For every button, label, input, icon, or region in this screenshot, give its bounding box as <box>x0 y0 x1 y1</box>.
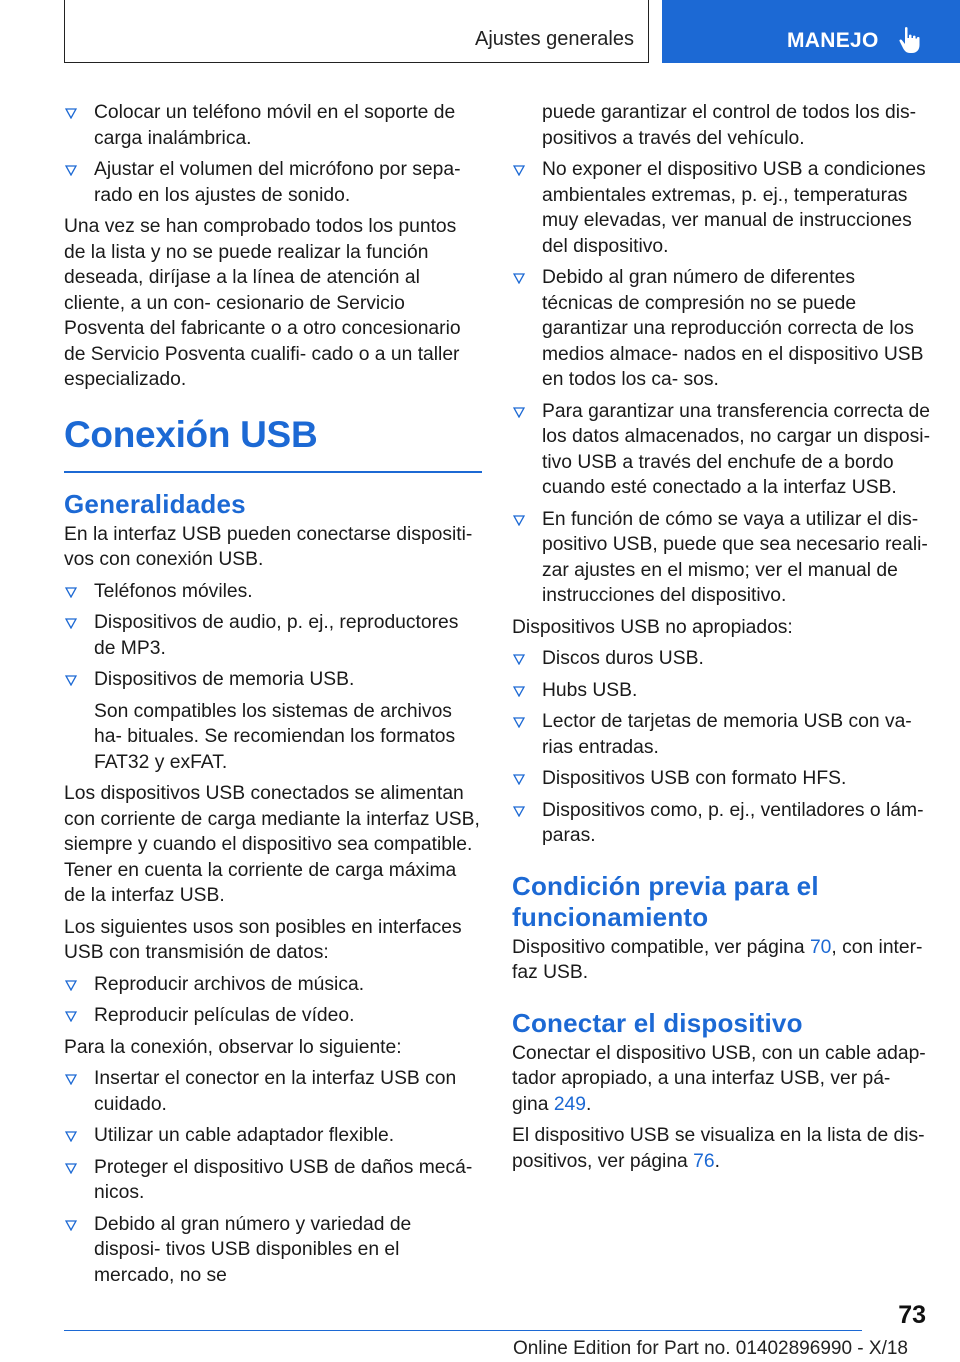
list-item-continuation: Son compatibles los sistemas de archivos ha‐ bituales. Se recomiendan los formatos FAT32 y exFAT. <box>94 700 456 773</box>
list-item-text: Colocar un teléfono móvil en el soporte de carga inalámbrica. <box>94 102 456 149</box>
list-item-text: En función de cómo se vaya a utilizar el dis‐ positivo USB, puede que sea necesario reali‐ zar ajustes en el mismo; ver el manual de instrucciones del dispositivo. <box>542 508 928 606</box>
list-item-text: Utilizar un cable adaptador flexible. <box>94 1125 395 1146</box>
triangle-bullet-icon <box>65 1074 77 1085</box>
triangle-bullet-icon <box>513 717 525 728</box>
list-item <box>512 507 930 609</box>
subsection-title: Conectar el dispositivo <box>512 1007 803 1038</box>
hand-pointer-icon <box>898 26 924 54</box>
left-column <box>64 100 482 1294</box>
triangle-bullet-icon <box>65 1220 77 1231</box>
list-item <box>64 972 482 998</box>
section-title: Conexión USB <box>64 413 318 455</box>
paragraph: Una vez se han comprobado todos los puntos de la lista y no se puede realizar la función deseada, diríjase a la línea de atención al cliente, a un con‐ cesionario de Servicio Posventa del fabricante o a otro concesionario de Servicio Posventa cualifi‐ cado o a un taller especializado. <box>64 216 461 390</box>
list-item-text: Hubs USB. <box>542 679 638 701</box>
page-link[interactable]: 76 <box>693 1150 715 1172</box>
paragraph: Los dispositivos USB conectados se alimentan con corriente de carga mediante la interfaz USB, siempre y cuando el dispositivo sea compatible. Tener en cuenta la corriente de carga máxima de la interfaz USB. <box>64 783 480 906</box>
list-item-text: Ajustar el volumen del micrófono por sepa‐ rado en los ajustes de sonido. <box>94 159 461 206</box>
list-item-continued <box>512 100 930 151</box>
list-item <box>512 678 930 704</box>
paragraph-text: . <box>585 1093 592 1115</box>
triangle-bullet-icon <box>513 686 525 697</box>
list-item-text: Lector de tarjetas de memoria USB con va‐ rias entradas. <box>542 711 912 758</box>
list-item-text: Insertar el conector en la interfaz USB con cuidado. <box>94 1068 457 1115</box>
triangle-bullet-icon <box>513 515 525 526</box>
list-item-text: Dispositivos como, p. ej., ventiladores o lám‐ paras. <box>542 799 924 846</box>
paragraph: Dispositivos USB no apropiados: <box>512 616 793 638</box>
triangle-bullet-icon <box>513 774 525 785</box>
triangle-bullet-icon <box>65 980 77 991</box>
header-chapter-title: MANEJO <box>787 29 879 52</box>
list-item-text: Para garantizar una transferencia correcta de los datos almacenados, no cargar un disposi‐ tivo USB a través del enchufe de a bordo cuando esté conectado a la interfaz USB. <box>542 400 930 498</box>
footer-divider <box>64 1330 862 1331</box>
list-item <box>64 579 482 605</box>
list-item <box>512 766 930 792</box>
header-section-box <box>64 0 649 63</box>
triangle-bullet-icon <box>65 1163 77 1174</box>
page-link[interactable]: 70 <box>809 936 832 958</box>
paragraph-text: , con inter‐ faz USB. <box>512 936 923 983</box>
list-item <box>64 1123 482 1149</box>
list-item-text: Discos duros USB. <box>542 648 704 669</box>
list-item-text: Reproducir películas de vídeo. <box>94 1005 355 1026</box>
triangle-bullet-icon <box>65 1131 77 1142</box>
list-item <box>512 399 930 501</box>
paragraph <box>512 1041 930 1118</box>
list-item-text: Dispositivos USB con formato HFS. <box>542 768 847 789</box>
list-item <box>64 1212 482 1289</box>
triangle-bullet-icon <box>513 806 525 817</box>
list-item <box>64 1003 482 1029</box>
paragraph: Para la conexión, observar lo siguiente: <box>64 1036 402 1058</box>
list-item <box>512 265 930 393</box>
list-item-text: Teléfonos móviles. <box>94 580 253 602</box>
subsection-title: Generalidades <box>64 488 246 519</box>
header-section-title: Ajustes generales <box>475 28 634 50</box>
list-item-text: Debido al gran número de diferentes técnicas de compresión no se puede garantizar una reproducción correcta de los medios almace‐ nados en el dispositivo USB en todos los ca‐ sos. <box>542 267 924 390</box>
triangle-bullet-icon <box>513 407 525 418</box>
triangle-bullet-icon <box>65 108 77 119</box>
paragraph-text: El dispositivo USB se visualiza en la lista de dis‐ positivos, ver página <box>512 1125 925 1172</box>
triangle-bullet-icon <box>65 1011 77 1022</box>
list-item-text: Reproducir archivos de música. <box>94 973 365 995</box>
list-item-text: puede garantizar el control de todos los dis‐ positivos a través del vehículo. <box>542 102 917 149</box>
subsection-title: Condición previa para el funcionamiento <box>512 870 819 932</box>
list-item-text: Dispositivos de memoria USB. <box>94 669 355 690</box>
triangle-bullet-icon <box>65 675 77 686</box>
list-item <box>64 1066 482 1117</box>
paragraph-text: Conectar el dispositivo USB, con un cable adap‐ tador apropiado, a una interfaz USB, ver pá‐ gina <box>512 1042 926 1115</box>
header-chapter-tab[interactable] <box>662 0 960 63</box>
list-item-text: Dispositivos de audio, p. ej., reproductores de MP3. <box>94 612 459 659</box>
page-link[interactable]: 249 <box>553 1093 586 1115</box>
triangle-bullet-icon <box>65 165 77 176</box>
list-item <box>64 610 482 661</box>
paragraph-text: . <box>714 1150 720 1172</box>
list-item-text: Proteger el dispositivo USB de daños mecá‐ nicos. <box>94 1156 473 1203</box>
paragraph <box>512 1123 930 1174</box>
footer-edition-text: Online Edition for Part no. 01402896990 - X/18 <box>512 1338 908 1359</box>
paragraph <box>512 935 930 986</box>
list-item <box>64 157 482 208</box>
list-item <box>512 646 930 672</box>
right-column <box>512 100 930 1180</box>
list-item <box>64 1155 482 1206</box>
page-number: 73 <box>898 1301 926 1329</box>
section-divider <box>64 471 482 473</box>
list-item <box>64 667 482 775</box>
list-item <box>512 709 930 760</box>
triangle-bullet-icon <box>513 165 525 176</box>
triangle-bullet-icon <box>513 273 525 284</box>
list-item-text: Debido al gran número y variedad de disposi‐ tivos USB disponibles en el mercado, no se <box>94 1213 412 1286</box>
paragraph-text: Dispositivo compatible, ver página <box>512 936 810 958</box>
list-item-text: No exponer el dispositivo USB a condiciones ambientales extremas, p. ej., temperaturas muy elevadas, ver manual de instrucciones del dispositivo. <box>542 159 926 257</box>
triangle-bullet-icon <box>513 654 525 665</box>
list-item <box>512 157 930 259</box>
triangle-bullet-icon <box>65 587 77 598</box>
list-item <box>64 100 482 151</box>
paragraph: Los siguientes usos son posibles en interfaces USB con transmisión de datos: <box>64 916 462 963</box>
list-item <box>512 798 930 849</box>
paragraph: En la interfaz USB pueden conectarse dispositi‐ vos con conexión USB. <box>64 523 473 570</box>
triangle-bullet-icon <box>65 618 77 629</box>
